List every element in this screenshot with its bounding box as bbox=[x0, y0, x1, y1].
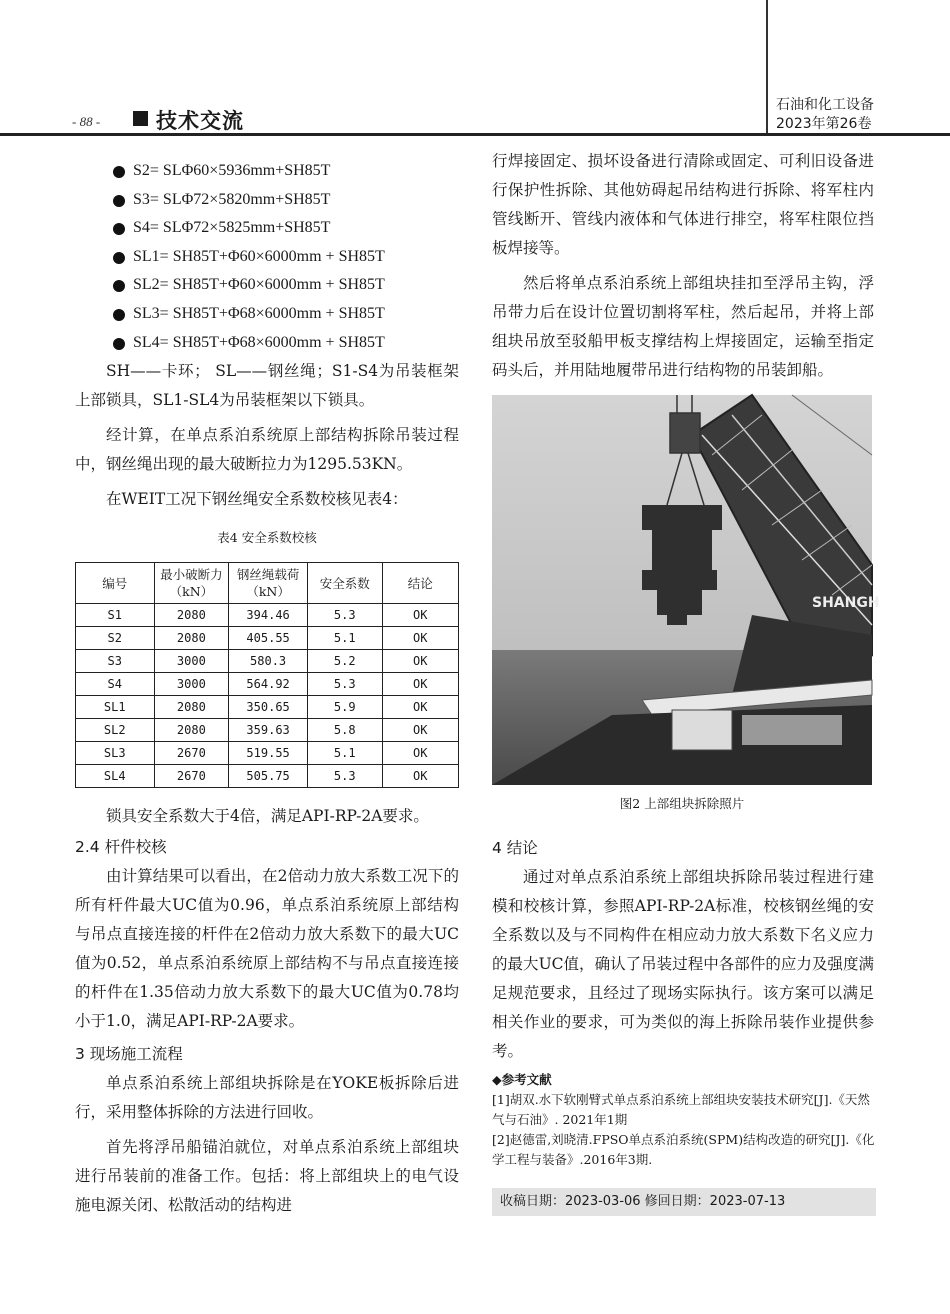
section-3-paragraph-1: 单点系泊系统上部组块拆除是在YOKE板拆除后进行，采用整体拆除的方法进行回收。 bbox=[75, 1074, 459, 1122]
list-item-text: S2= SLΦ60×5936mm+SH85T bbox=[133, 162, 331, 179]
continued-paragraph: 行焊接固定、损坏设备进行清除或固定、可利旧设备进行保护性拆除、其他妨碍起吊结构进行拆除、将军柱内管线断开、管线内液体和气体进行排空，将军柱限位挡板焊接等。 bbox=[492, 152, 874, 257]
table-cell: 5.3 bbox=[307, 604, 382, 627]
table-body bbox=[76, 604, 459, 788]
journal-volume: 2023年第26卷 bbox=[776, 116, 872, 132]
table-cell: S2 bbox=[76, 627, 155, 650]
table-cell: S3 bbox=[76, 650, 155, 673]
table-caption: 表4 安全系数校核 bbox=[217, 530, 317, 546]
section-title: 技术交流 bbox=[156, 109, 244, 133]
references-heading: ◆参考文献 bbox=[492, 1072, 552, 1087]
table-cell: SL3 bbox=[76, 742, 155, 765]
table-cell: 5.2 bbox=[307, 650, 382, 673]
table-cell: OK bbox=[382, 627, 459, 650]
safety-factor-table bbox=[75, 562, 459, 788]
table-cell: OK bbox=[382, 765, 459, 788]
table-row bbox=[76, 627, 459, 650]
table-cell: 394.46 bbox=[229, 604, 308, 627]
section-2-4-paragraph: 由计算结果可以看出，在2倍动力放大系数工况下的所有杆件最大UC值为0.96，单点系泊系统原上部结构与吊点直接连接的杆件在2倍动力放大系数下的最大UC值为0.52，单点系泊系统原上部结构不与吊点直接连接的杆件在1.35倍动力放大系数下的最大UC值为0.78均小于1.0，满足API-RP-2A要求。 bbox=[75, 867, 459, 1031]
bullet-icon bbox=[113, 252, 125, 264]
table-header-cell: 钢丝绳载荷（kN） bbox=[229, 563, 308, 604]
section-4-heading: 4 结论 bbox=[492, 839, 538, 857]
list-item bbox=[75, 186, 459, 215]
references bbox=[492, 1070, 876, 1170]
list-item-text: SL1= SH85T+Φ60×6000mm + SH85T bbox=[133, 247, 385, 265]
table-cell: 3000 bbox=[154, 673, 229, 696]
table-cell: 2080 bbox=[154, 604, 229, 627]
reference-item: [2]赵德雷,刘晓清.FPSO单点系泊系统(SPM)结构改造的研究[J].《化学工程与装备》.2016年3期. bbox=[492, 1132, 875, 1167]
figure-caption: 图2 上部组块拆除照片 bbox=[619, 796, 745, 811]
crane-photo bbox=[492, 395, 880, 785]
section-2-4-heading: 2.4 杆件校核 bbox=[75, 838, 167, 857]
list-item-text: S3= SLΦ72×5820mm+SH85T bbox=[133, 190, 331, 208]
table-cell: OK bbox=[382, 650, 459, 673]
table-cell: OK bbox=[382, 742, 459, 765]
table-header-cell: 最小破断力（kN） bbox=[154, 563, 229, 604]
table-cell: S4 bbox=[76, 673, 155, 696]
list-item bbox=[75, 300, 459, 329]
conclusion-section bbox=[492, 834, 874, 1066]
section-3-heading: 3 现场施工流程 bbox=[75, 1045, 183, 1064]
table-cell: 519.55 bbox=[229, 742, 308, 765]
list-item bbox=[75, 271, 459, 300]
bullet-icon bbox=[113, 338, 125, 350]
table-cell: OK bbox=[382, 604, 459, 627]
table-cell: OK bbox=[382, 696, 459, 719]
journal-name: 石油和化工设备 bbox=[776, 97, 874, 113]
table-row bbox=[76, 650, 459, 673]
table-cell: 5.1 bbox=[307, 627, 382, 650]
list-item-text: SL2= SH85T+Φ60×6000mm + SH85T bbox=[133, 276, 385, 294]
header-horizontal-rule bbox=[0, 133, 950, 136]
table-cell: 3000 bbox=[154, 650, 229, 673]
table-header-row bbox=[76, 563, 459, 604]
received-dates: 收稿日期：2023-03-06 修回日期：2023-07-13 bbox=[492, 1188, 876, 1216]
table-cell: 5.9 bbox=[307, 696, 382, 719]
conclusion-paragraph: 通过对单点系泊系统上部组块拆除吊装过程进行建模和校核计算，参照API-RP-2A标准，校核钢丝绳的安全系数以及与不同构件在相应动力放大系数下名义应力的最大UC值，确认了吊装过程中各部件的应力及强度满足规范要求，且经过了现场实际执行。该方案可以满足相关作业的要求，可为类似的海上拆除吊装作业提供参考。 bbox=[492, 868, 874, 1060]
deck-equipment bbox=[742, 715, 842, 745]
section-square-icon bbox=[133, 111, 148, 126]
table-cell: SL4 bbox=[76, 765, 155, 788]
page-number: - 88 - bbox=[72, 114, 101, 129]
table-cell: 5.8 bbox=[307, 719, 382, 742]
table-cell: 359.63 bbox=[229, 719, 308, 742]
table-header-cell: 安全系数 bbox=[307, 563, 382, 604]
table-cell: 405.55 bbox=[229, 627, 308, 650]
table-cell: 2080 bbox=[154, 627, 229, 650]
table-cell: 2080 bbox=[154, 719, 229, 742]
header-vertical-rule bbox=[766, 0, 768, 134]
list-item-text: SL4= SH85T+Φ68×6000mm + SH85T bbox=[133, 333, 385, 351]
table-cell: 5.3 bbox=[307, 673, 382, 696]
after-table-paragraph: 锁具安全系数大于4倍，满足API-RP-2A要求。 bbox=[106, 807, 429, 826]
list-item bbox=[75, 157, 459, 186]
lift-paragraph: 然后将单点系泊系统上部组块挂扣至浮吊主钩，浮吊带力后在设计位置切割将军柱，然后起吊，并将上部组块吊放至驳船甲板支撑结构上焊接固定，运输至指定码头后，并用陆地履带吊进行结构物的吊装卸船。 bbox=[492, 274, 874, 379]
left-column bbox=[75, 157, 459, 1220]
ship-name-text: SHANGH bbox=[812, 595, 880, 611]
table-row bbox=[76, 719, 459, 742]
table-cell: 2670 bbox=[154, 765, 229, 788]
table-cell: 350.65 bbox=[229, 696, 308, 719]
list-item bbox=[75, 243, 459, 272]
table-cell: 505.75 bbox=[229, 765, 308, 788]
bullet-icon bbox=[113, 195, 125, 207]
table-cell: SL2 bbox=[76, 719, 155, 742]
table-row bbox=[76, 696, 459, 719]
table-header-cell: 编号 bbox=[76, 563, 155, 604]
list-item bbox=[75, 329, 459, 358]
table-header-cell: 结论 bbox=[382, 563, 459, 604]
legend-paragraph: SH——卡环； SL——钢丝绳；S1-S4为吊装框架上部锁具，SL1-SL4为吊装框架以下锁具。 bbox=[75, 362, 459, 410]
table-cell: 564.92 bbox=[229, 673, 308, 696]
table-row bbox=[76, 742, 459, 765]
list-item-text: SL3= SH85T+Φ68×6000mm + SH85T bbox=[133, 304, 385, 322]
table-cell: 2670 bbox=[154, 742, 229, 765]
table-cell: S1 bbox=[76, 604, 155, 627]
rigging-list bbox=[75, 157, 459, 357]
table-cell: 5.1 bbox=[307, 742, 382, 765]
table-cell: 5.3 bbox=[307, 765, 382, 788]
list-item-text: S4= SLΦ72×5825mm+SH85T bbox=[133, 219, 331, 237]
table-cell: OK bbox=[382, 719, 459, 742]
list-item bbox=[75, 214, 459, 243]
section-3-paragraph-2: 首先将浮吊船锚泊就位，对单点系泊系统上部组块进行吊装前的准备工作。包括：将上部组块上的电气设施电源关闭、松散活动的结构进 bbox=[75, 1138, 459, 1215]
bullet-icon bbox=[113, 166, 125, 178]
table-cell: SL1 bbox=[76, 696, 155, 719]
bullet-icon bbox=[113, 309, 125, 321]
table-cell: 2080 bbox=[154, 696, 229, 719]
table-row bbox=[76, 604, 459, 627]
right-column bbox=[492, 147, 874, 385]
reference-item: [1]胡双.水下软刚臂式单点系泊系统上部组块安装技术研究[J].《天然气与石油》. 2021年1期 bbox=[492, 1092, 870, 1127]
table-row bbox=[76, 673, 459, 696]
deck-cabin bbox=[672, 710, 732, 750]
table-cell: 580.3 bbox=[229, 650, 308, 673]
calc-paragraph: 经计算，在单点系泊系统原上部结构拆除吊装过程中，钢丝绳出现的最大破断拉力为1295.53KN。 bbox=[75, 426, 459, 474]
table-row bbox=[76, 765, 459, 788]
table-intro: 在WEIT工况下钢丝绳安全系数校核见表4： bbox=[106, 490, 408, 509]
table-cell: OK bbox=[382, 673, 459, 696]
